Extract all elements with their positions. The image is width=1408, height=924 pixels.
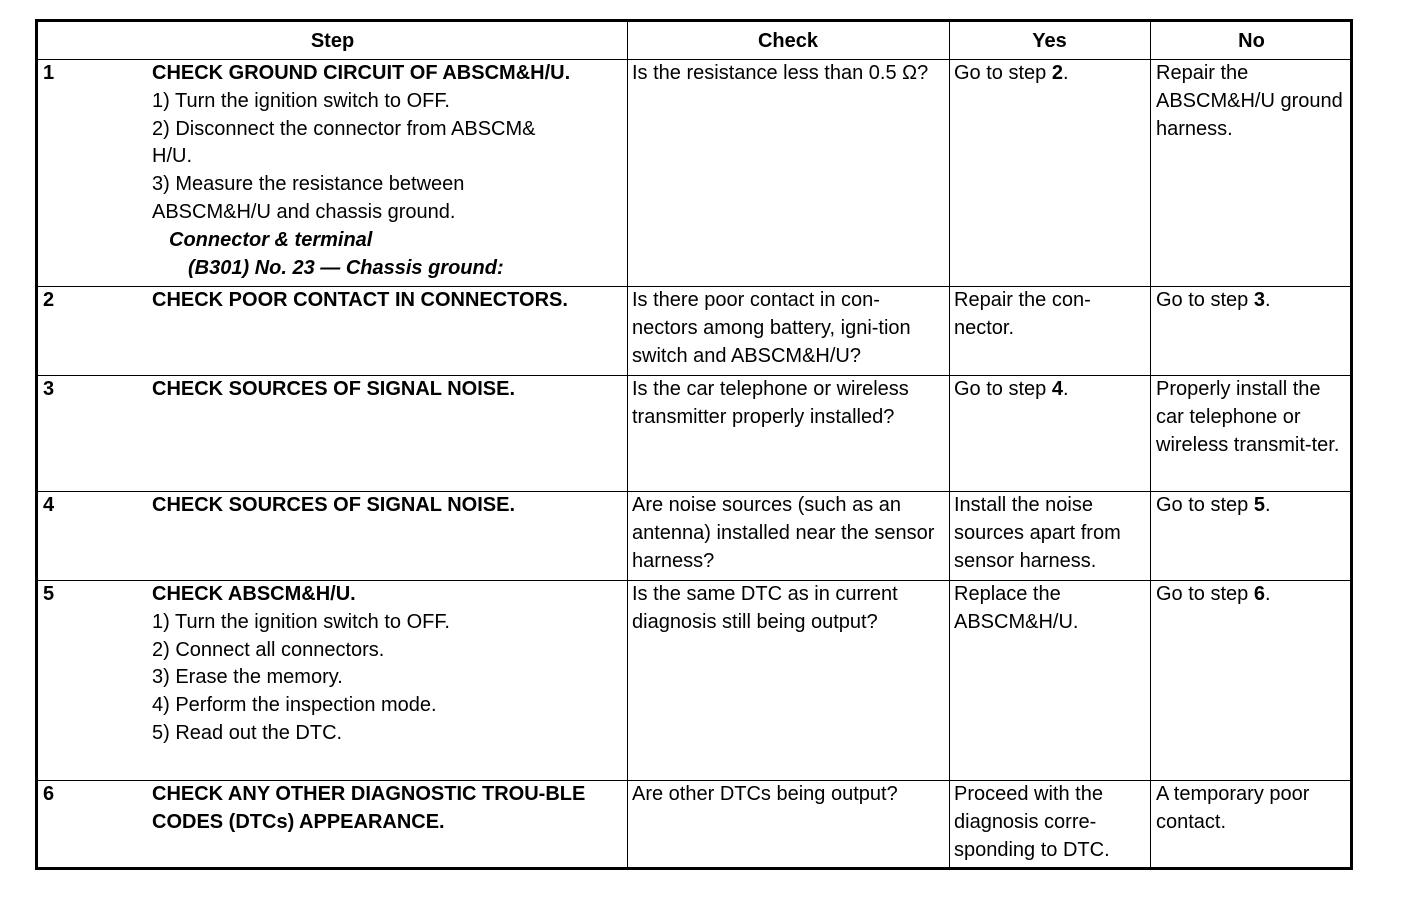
step-number: 2: [43, 289, 55, 311]
step-line: 2) Connect all connectors.: [152, 638, 385, 661]
no-action: Properly install the car telephone or wireless transmit-ter.: [1156, 378, 1340, 456]
check-question: Are noise sources (such as an antenna) installed near the sensor harness?: [632, 494, 935, 572]
step-line: 3) Erase the memory.: [152, 666, 343, 689]
step-description: [152, 581, 624, 748]
step-line: 1) Turn the ignition switch to OFF.: [152, 610, 450, 633]
step-title: CHECK ANY OTHER DIAGNOSTIC TROU-BLE CODES (DTCs) APPEARANCE.: [152, 783, 586, 833]
step-number: 3: [43, 378, 55, 400]
step-line: 1) Turn the ignition switch to OFF.: [152, 89, 450, 112]
step-title: CHECK GROUND CIRCUIT OF ABSCM&H/U.: [152, 62, 571, 84]
no-action: Go to step 5.: [1156, 494, 1271, 516]
step-line: 4) Perform the inspection mode.: [152, 694, 437, 717]
no-action: Go to step 3.: [1156, 289, 1271, 311]
step-line: ABSCM&H/U and chassis ground.: [152, 200, 456, 223]
check-question: Are other DTCs being output?: [632, 783, 898, 805]
column-divider: [949, 22, 950, 867]
step-description: [152, 60, 624, 282]
header-yes: Yes: [1032, 30, 1067, 52]
yes-action: Proceed with the diagnosis corre-sponding to DTC.: [954, 783, 1110, 861]
step-line: H/U.: [152, 145, 192, 168]
column-divider: [1150, 22, 1151, 867]
header-no: No: [1238, 30, 1265, 52]
check-question: Is there poor contact in con-nectors among battery, igni-tion switch and ABSCM&H/U?: [632, 289, 911, 367]
step-number: 4: [43, 494, 55, 516]
yes-action: Go to step 4.: [954, 378, 1069, 400]
check-question: Is the car telephone or wireless transmitter properly installed?: [632, 378, 909, 428]
header-check: Check: [757, 30, 819, 52]
diagnostic-table: [35, 19, 1353, 870]
no-action: A temporary poor contact.: [1156, 783, 1310, 833]
step-number: 6: [43, 783, 55, 805]
step-title: CHECK POOR CONTACT IN CONNECTORS.: [152, 289, 568, 311]
column-divider: [627, 22, 628, 867]
step-number: 1: [43, 62, 55, 84]
step-line: 5) Read out the DTC.: [152, 721, 343, 744]
connector-spec-value: (B301) No. 23 — Chassis ground:: [188, 256, 504, 279]
step-title: CHECK SOURCES OF SIGNAL NOISE.: [152, 378, 516, 400]
check-question: Is the same DTC as in current diagnosis still being output?: [632, 583, 898, 633]
yes-action: Replace the ABSCM&H/U.: [954, 583, 1079, 633]
step-title: CHECK SOURCES OF SIGNAL NOISE.: [152, 494, 516, 516]
connector-spec-label: Connector & terminal: [169, 228, 373, 251]
step-line: 3) Measure the resistance between: [152, 173, 465, 196]
step-line: 2) Disconnect the connector from ABSCM&: [152, 117, 536, 140]
no-action: Repair the ABSCM&H/U ground harness.: [1156, 62, 1343, 140]
check-question: Is the resistance less than 0.5 Ω?: [632, 62, 929, 84]
yes-action: Go to step 2.: [954, 62, 1069, 84]
step-number: 5: [43, 583, 55, 605]
header-step: Step: [310, 30, 355, 52]
yes-action: Install the noise sources apart from sensor harness.: [954, 494, 1121, 572]
no-action: Go to step 6.: [1156, 583, 1271, 605]
step-title: CHECK ABSCM&H/U.: [152, 583, 356, 605]
yes-action: Repair the con-nector.: [954, 289, 1091, 339]
